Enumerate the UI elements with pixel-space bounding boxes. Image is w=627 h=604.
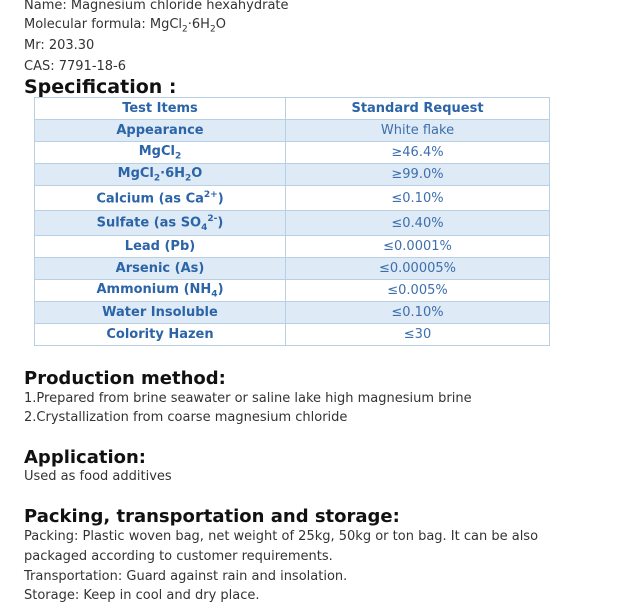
item-sub: 2 — [153, 173, 161, 184]
table-row — [35, 302, 550, 324]
packing-line: Packing: Plastic woven bag, net weight of 25kg, 50kg or ton bag. It can be also — [24, 529, 539, 544]
application-heading: Application: — [24, 447, 147, 468]
formula-mid: ·6H — [187, 17, 210, 32]
table-header-row — [35, 98, 550, 120]
item-text: MgCl — [138, 143, 175, 159]
table-row — [35, 236, 550, 258]
transportation-line: Transportation: Guard against rain and insolation. — [24, 569, 348, 584]
test-item — [35, 280, 286, 302]
test-item — [35, 186, 286, 211]
standard-value: ≤0.40% — [286, 211, 550, 236]
cas-number: CAS: 7791-18-6 — [24, 59, 127, 74]
item-sub: 2 — [174, 151, 182, 162]
table-row — [35, 120, 550, 142]
formula-sub: 2 — [209, 24, 216, 35]
item-text: Calcium (as Ca — [96, 191, 204, 207]
item-text: MgCl — [117, 165, 154, 181]
test-item: Arsenic (As) — [35, 258, 286, 280]
standard-value: ≤0.0001% — [286, 236, 550, 258]
standard-value: ≤0.10% — [286, 302, 550, 324]
production-line: 2.Crystallization from coarse magnesium chloride — [24, 410, 348, 425]
application-text: Used as food additives — [24, 469, 172, 484]
table-row — [35, 258, 550, 280]
item-text: ) — [217, 214, 224, 230]
table-row — [35, 142, 550, 164]
standard-value: ≤0.00005% — [286, 258, 550, 280]
item-text: ) — [217, 281, 224, 297]
standard-value: ≤30 — [286, 324, 550, 346]
item-sub: 4 — [211, 289, 218, 300]
standard-value: ≥46.4% — [286, 142, 550, 164]
test-item — [35, 142, 286, 164]
test-item: Water Insoluble — [35, 302, 286, 324]
packing-heading: Packing, transportation and storage: — [24, 506, 400, 527]
standard-value: ≤0.10% — [286, 186, 550, 211]
production-heading: Production method: — [24, 368, 226, 389]
product-name: Name: Magnesium chloride hexahydrate — [24, 0, 289, 13]
item-sub: 2 — [185, 173, 192, 184]
item-text: ·6H — [160, 165, 186, 181]
test-item: Colority Hazen — [35, 324, 286, 346]
item-sup: 2+ — [203, 189, 218, 200]
standard-value: ≥99.0% — [286, 164, 550, 186]
specification-heading: Specification : — [24, 76, 177, 98]
item-text: O — [191, 165, 203, 181]
table-row — [35, 324, 550, 346]
formula-end: O — [215, 17, 226, 32]
column-header: Standard Request — [286, 98, 550, 120]
formula-prefix: Molecular formula: MgCl — [24, 17, 183, 32]
molecular-formula — [24, 16, 226, 39]
standard-value: White flake — [286, 120, 550, 142]
formula-sub: 2 — [182, 24, 188, 35]
specification-table — [34, 97, 550, 346]
table-row — [35, 186, 550, 211]
column-header: Test Items — [35, 98, 286, 120]
test-item: Appearance — [35, 120, 286, 142]
item-text: Sulfate (as SO — [96, 214, 202, 230]
item-sup: 2- — [207, 213, 218, 224]
test-item: Lead (Pb) — [35, 236, 286, 258]
table-row — [35, 211, 550, 236]
standard-value: ≤0.005% — [286, 280, 550, 302]
test-item — [35, 164, 286, 186]
storage-line: Storage: Keep in cool and dry place. — [24, 588, 260, 603]
table-row — [35, 164, 550, 186]
item-text: Ammonium (NH — [96, 281, 212, 297]
test-item — [35, 211, 286, 236]
item-text: ) — [217, 191, 224, 207]
production-line: 1.Prepared from brine seawater or saline lake high magnesium brine — [24, 391, 472, 406]
molecular-weight: Mr: 203.30 — [24, 38, 95, 53]
packing-line: packaged according to customer requirements. — [24, 549, 333, 564]
item-sub: 4 — [201, 222, 208, 233]
table-row — [35, 280, 550, 302]
